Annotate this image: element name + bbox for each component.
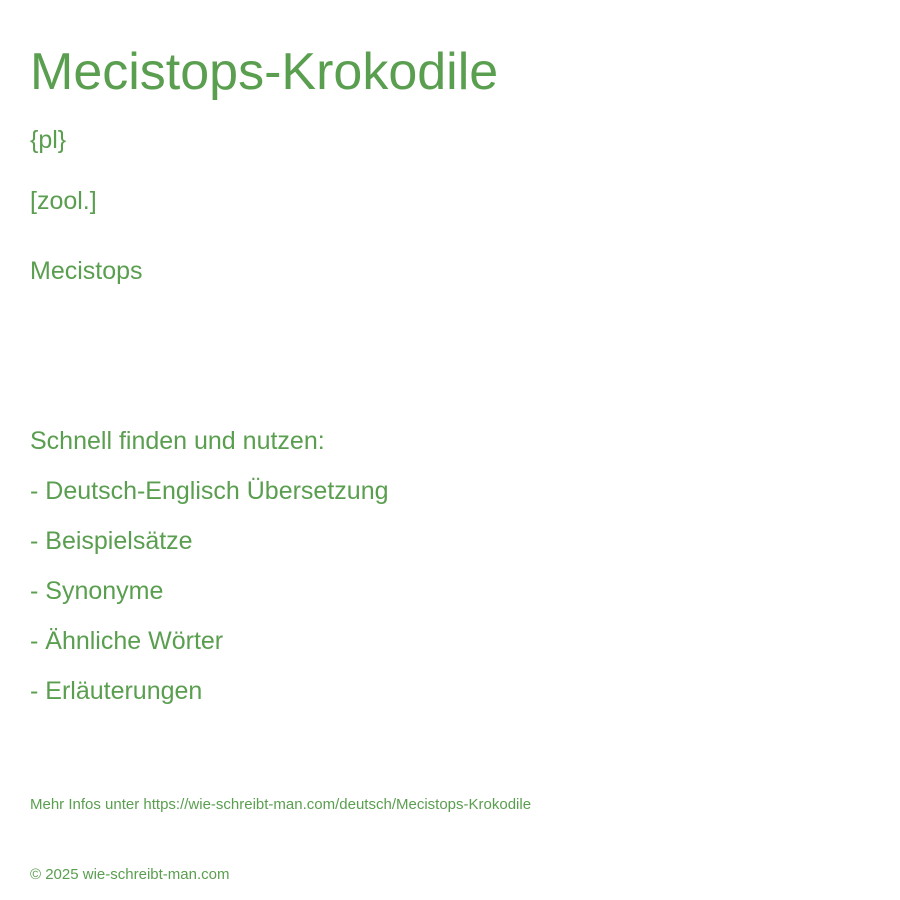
copyright-prefix: © 2025: [30, 866, 83, 883]
feature-item-synonyms[interactable]: - Synonyme: [30, 577, 164, 605]
translation-text: Mecistops: [30, 257, 143, 285]
part-of-speech: {pl}: [30, 126, 67, 154]
more-info-prefix: Mehr Infos unter: [30, 796, 144, 813]
feature-item-explanations[interactable]: - Erläuterungen: [30, 677, 203, 705]
more-info-link[interactable]: https://wie-schreibt-man.com/deutsch/Mecistops-Krokodile: [143, 796, 532, 813]
features-heading: Schnell finden und nutzen:: [30, 427, 325, 455]
feature-item-similar-words[interactable]: - Ähnliche Wörter: [30, 627, 224, 655]
domain-label: [zool.]: [30, 187, 97, 215]
feature-item-example-sentences[interactable]: - Beispielsätze: [30, 527, 193, 555]
copyright-site-link[interactable]: wie-schreibt-man.com: [82, 866, 230, 883]
entry-title: Mecistops-Krokodile: [30, 43, 499, 101]
copyright-line: [30, 865, 229, 885]
dictionary-entry-page: [30, 0, 870, 900]
more-info-line: [30, 795, 531, 815]
feature-list: [30, 475, 389, 725]
feature-item-translation[interactable]: - Deutsch-Englisch Übersetzung: [30, 477, 389, 505]
